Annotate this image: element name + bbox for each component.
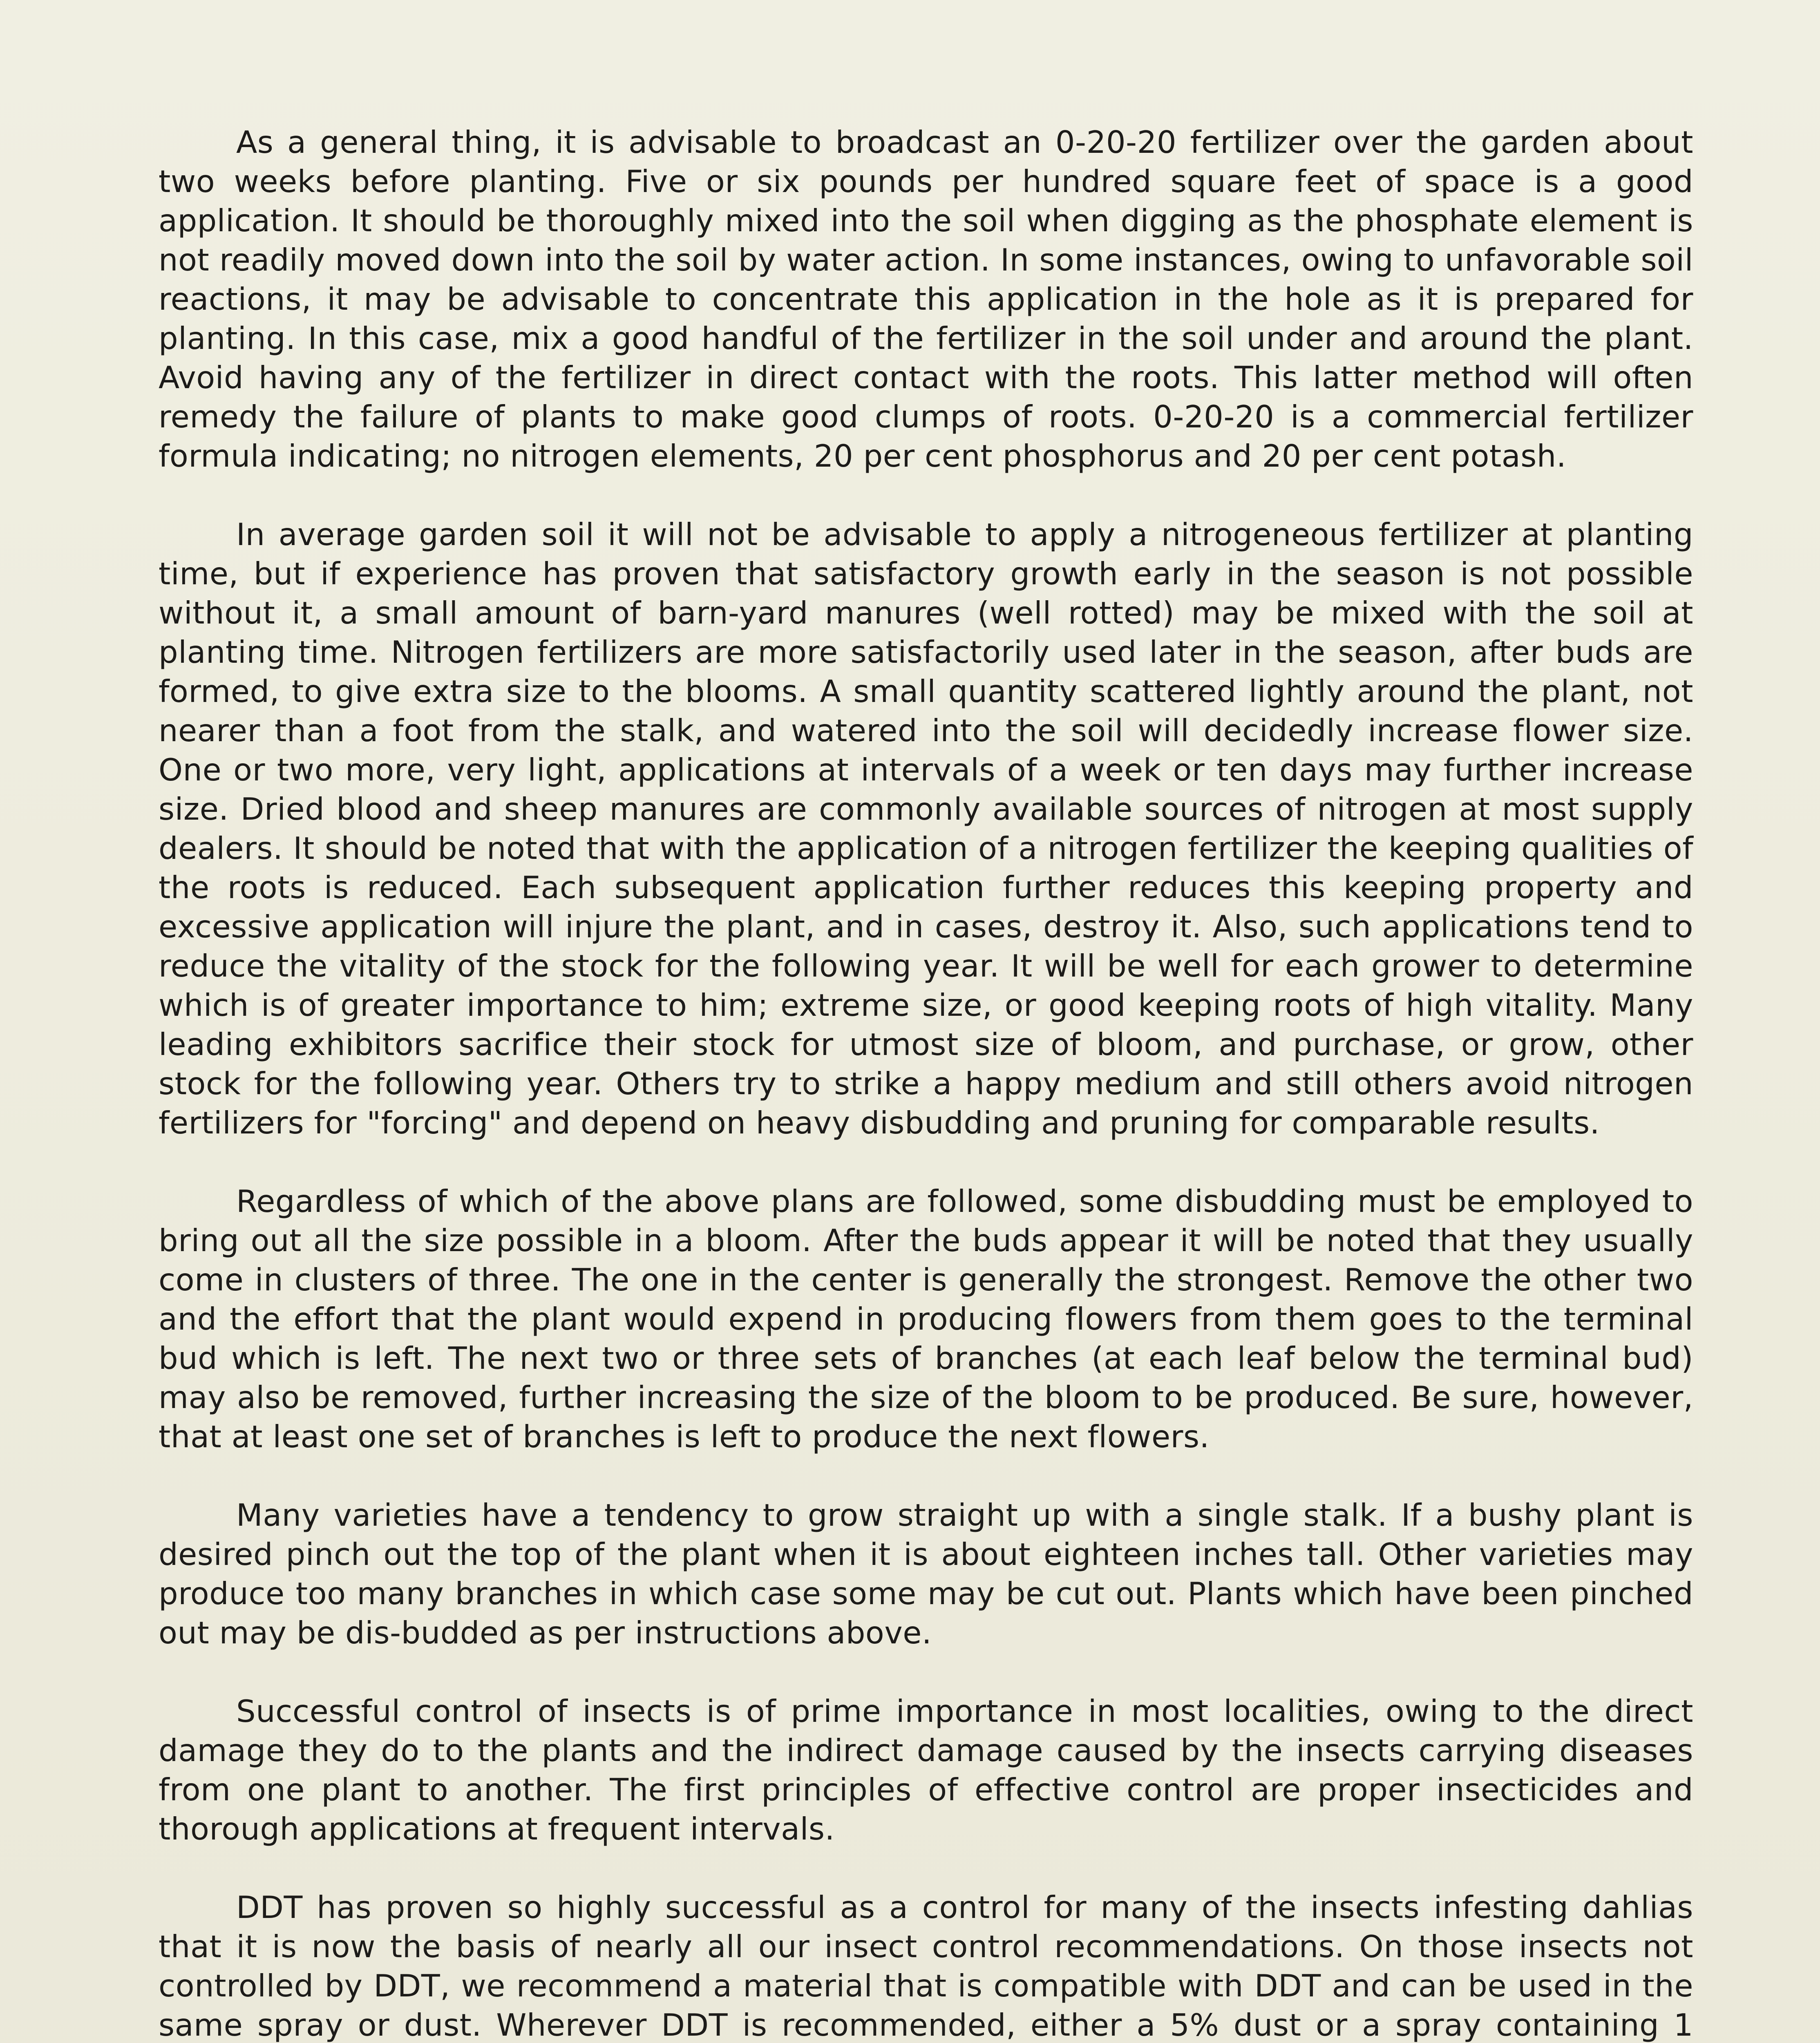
paragraph-disbudding: Regardless of which of the above plans are followed, some disbudding must be employed to bring out all the size possible in a bloom. After the buds appear it will be noted that they usually come in clusters of three. The one in the center is generally the strongest. Remove the other two and the effort that the plant would expend in producing flowers from them goes to the terminal bud which is left. The next two or three sets of branches (at each leaf below the terminal bud) may also be removed, further increasing the size of the bloom to be produced. Be sure, however, that at least one set of branches is left to produce the next flowers.	[159, 1183, 1693, 1455]
paragraph-pinching: Many varieties have a tendency to grow straight up with a single stalk. If a bushy plant is desired pinch out the top of the plant when it is about eighteen inches tall. Other varieties may produce too many branches in which case some may be cut out. Plants which have been pinched out may be dis-budded as per instructions above.	[159, 1497, 1693, 1651]
paragraph-fertilizer-broadcast: As a general thing, it is advisable to broadcast an 0-20-20 fertilizer over the garden about two weeks before planting. Five or six pounds per hundred square feet of space is a good application. It should be thoroughly mixed into the soil when digging as the phosphate element is not readily moved down into the soil by water action. In some instances, owing to unfavorable soil reactions, it may be advisable to concentrate this application in the hole as it is prepared for planting. In this case, mix a good handful of the fertilizer in the soil under and around the plant. Avoid having any of the fertilizer in direct contact with the roots. This latter method will often remedy the failure of plants to make good clumps of roots. 0-20-20 is a commercial fertilizer formula indicating; no nitrogen elements, 20 per cent phosphorus and 20 per cent potash.	[159, 124, 1693, 474]
paragraph-ddt: DDT has proven so highly successful as a control for many of the insects infesting dahlias that it is now the basis of nearly all our insect control recommendations. On those insects not controlled by DDT, we recommend a material that is compatible with DDT and can be used in the same spray or dust. Wherever DDT is recommended, either a 5% dust or a spray containing 1	[159, 1889, 1693, 2043]
body-text	[159, 123, 1693, 2043]
paragraph-insect-control: Successful control of insects is of prime importance in most localities, owing to the direct damage they do to the plants and the indirect damage caused by the insects carrying diseases from one plant to another. The first principles of effective control are proper insecticides and thorough applications at frequent intervals.	[159, 1693, 1693, 1847]
paragraph-nitrogen-fertilizer: In average garden soil it will not be advisable to apply a nitrogeneous fertilizer at planting time, but if experience has proven that satisfactory growth early in the season is not possible without it, a small amount of barn-yard manures (well rotted) may be mixed with the soil at planting time. Nitrogen fertilizers are more satisfactorily used later in the season, after buds are formed, to give extra size to the blooms. A small quantity scattered lightly around the plant, not nearer than a foot from the stalk, and watered into the soil will decidedly increase flower size. One or two more, very light, applications at intervals of a week or ten days may further increase size. Dried blood and sheep manures are commonly available sources of nitrogen at most supply dealers. It should be noted that with the application of a nitrogen fertilizer the keeping qualities of the roots is reduced. Each subsequent application further reduces this keeping property and excessive application will injure the plant, and in cases, destroy it. Also, such applications tend to reduce the vitality of the stock for the following year. It will be well for each grower to determine which is of greater importance to him; extreme size, or good keeping roots of high vitality. Many leading exhibitors sacrifice their stock for utmost size of bloom, and purchase, or grow, other stock for the following year. Others try to strike a happy medium and still others avoid nitrogen fertilizers for "forcing" and depend on heavy disbudding and pruning for comparable results.	[159, 516, 1693, 1141]
